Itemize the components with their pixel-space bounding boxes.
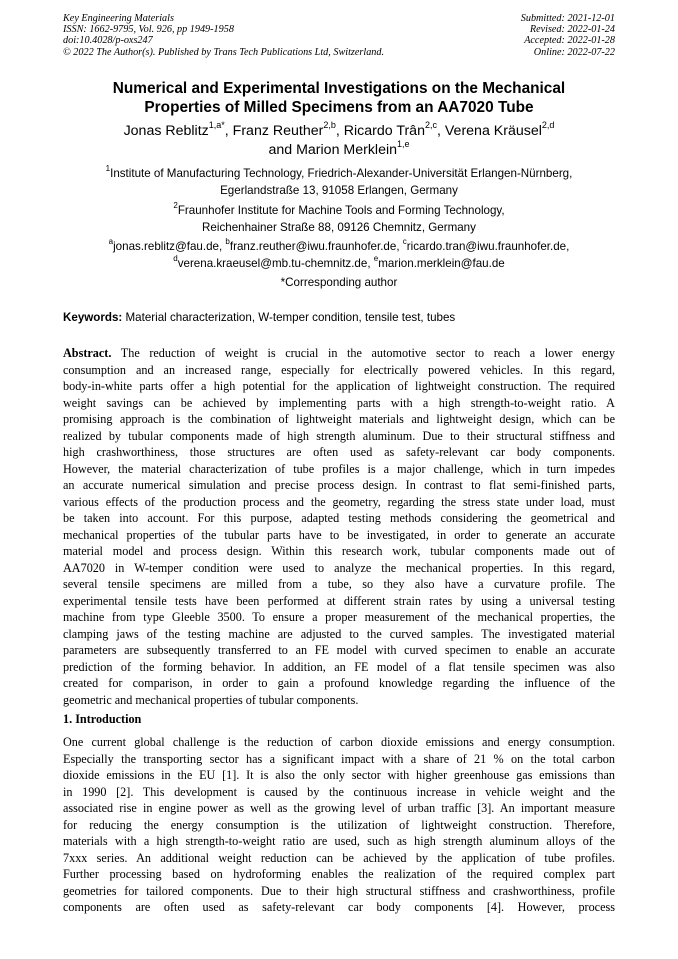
abstract-line: various effects of the production process and the geometry, regarding the stress state under load, must (63, 494, 615, 509)
author-name: Ricardo Trân (343, 123, 425, 139)
abstract-line: body-in-white parts offer a high potential for the application of lightweight construction. The required (63, 379, 615, 393)
email-list (63, 239, 615, 272)
intro-line: One current global challenge is the reduction of carbon dioxide emissions and energy consumption. (63, 735, 615, 749)
affiliation-text: Fraunhofer Institute for Machine Tools and Forming Technology, (177, 204, 505, 217)
affiliation-2-line-2: Reichenhainer Straße 88, 09126 Chemnitz, Germany (202, 220, 476, 234)
paper-title (63, 80, 615, 117)
date-accepted: Accepted: 2022-01-28 (524, 35, 615, 47)
abstract-line: promising approach is the combination of lightweight materials and lightweight design, which can be (63, 412, 615, 426)
abstract-label: Abstract. (63, 346, 112, 360)
abstract-line: mechanical properties of the tubular parts have to be investigated, in order to generate an accurate (63, 527, 615, 542)
affiliation-2-line-1 (63, 203, 615, 220)
date-revised: Revised: 2022-01-24 (529, 24, 615, 36)
author-affil-mark: 2,c (424, 120, 437, 131)
intro-line: 7xxx series. An additional weight reduction can be achieved by the application of tube profiles. (63, 850, 615, 865)
abstract-line: several tensile specimens are milled from a tube, so they also have a curvature profile. The (63, 577, 615, 591)
affiliation-2 (63, 203, 615, 236)
email-mark: d (173, 253, 178, 263)
publication-dates (521, 13, 615, 58)
keywords-text: Material characterization, W-temper condition, tensile test, tubes (125, 311, 456, 324)
abstract-line: machine from type Gleeble 3500. To ensure a proper measurement of the mechanical properties, the (63, 610, 615, 624)
abstract-line: experimental tensile tests have been performed at different strain rates by using a universal testing (63, 593, 615, 608)
abstract-line: material model and process design. Within this research work, tubular components made out of (63, 544, 615, 558)
issn: ISSN: 1662-9795, Vol. 926, pp 1949-1958 (63, 24, 234, 36)
affiliation-1-line-2: Egerlandstraße 13, 91058 Erlangen, Germany (220, 183, 458, 197)
abstract-text: The reduction of weight is crucial in the automotive sector to reach a lower energy (111, 346, 615, 360)
journal-info (63, 13, 384, 58)
author-affil-mark: 1,e (397, 139, 410, 150)
abstract-line: However, the material characterization of tube profiles is a major challenge, which in turn impedes (63, 461, 615, 476)
intro-line: components are often used as safety-relevant car body components [4]. However, process (63, 900, 615, 914)
author-affil-mark: 1,a* (208, 120, 225, 131)
copyright: © 2022 The Author(s). Published by Trans Tech Publications Ltd, Switzerland. (63, 46, 385, 58)
keywords-line (63, 311, 615, 325)
date-online: Online: 2022-07-22 (533, 46, 615, 58)
introduction-paragraph (63, 734, 615, 916)
email-mark: b (225, 237, 230, 247)
title-line-2: Properties of Milled Specimens from an AA7020 Tube (144, 98, 534, 116)
intro-line: in 1990 [2]. This development is caused by the continuous increase in vehicle weight and the (63, 784, 615, 799)
abstract-line: AA7020 in W-temper condition were used to analyze the mechanical properties. In this regard, (63, 560, 615, 575)
author-list (63, 122, 615, 160)
abstract-line: geometric and mechanical properties of tubular components. (63, 692, 359, 707)
date-submitted: Submitted: 2021-12-01 (520, 13, 615, 24)
abstract-line: high crashworthiness, those structures are often used as safety-relevant car body components. (63, 445, 615, 459)
and-text: and (268, 142, 293, 158)
affiliation-1 (63, 166, 615, 199)
intro-line: dioxide emissions in the EU [1]. It is also the only sector with higher greenhouse gas emissions than (63, 768, 615, 782)
section-heading-introduction: 1. Introduction (63, 712, 142, 726)
affil-mark: 1 (105, 164, 111, 174)
author-name: Franz Reuther (232, 123, 324, 139)
email-link[interactable]: verena.kraeusel@mb.tu-chemnitz.de, (177, 256, 371, 270)
corresponding-author-note (63, 275, 615, 292)
email-line-2 (63, 253, 615, 273)
affiliation-text: Institute of Manufacturing Technology, Friedrich-Alexander-Universität Erlangen-Nürnberg, (110, 167, 573, 180)
journal-name: Key Engineering Materials (63, 13, 174, 24)
abstract-line: consumption and an increased range, especially for electrically powered vehicles. In this regard, (63, 362, 615, 377)
intro-line: Especially the transporting sector has a significant impact with a share of 21 % on the total carbon (63, 751, 615, 766)
email-link[interactable]: ricardo.tran@iwu.fraunhofer.de, (406, 240, 570, 253)
abstract-line: weight savings can be achieved by implementing parts with a high strength-to-weight ratio. A (63, 395, 615, 410)
abstract-line: realized by tubular components made of high strength aluminum. Due to their structural stiffness and (63, 428, 615, 443)
intro-line: Further processing based on hydroforming enables the realization of the required complex part (63, 867, 615, 881)
intro-line: associated rise in engine power as well as the growing level of urban traffic [3]. An important measure (63, 801, 615, 815)
affiliation-1-line-1 (63, 166, 615, 183)
abstract-paragraph (63, 345, 615, 708)
title-line-1: Numerical and Experimental Investigations on the Mechanical (112, 80, 566, 97)
corresponding-text: *Corresponding author (280, 276, 398, 289)
email-mark: e (373, 253, 379, 263)
abstract-line: be taken into account. For this purpose, adapted testing methods considering the geometrical and (63, 511, 615, 525)
author-name: Verena Kräusel (444, 123, 542, 139)
intro-line: for reducing the energy consumption is the utilization of lightweight construction. Therefore, (63, 817, 615, 832)
abstract-line: prediction of the forming behavior. In addition, an FE model of a flat tensile specimen was also (63, 659, 615, 674)
email-mark: a (108, 237, 114, 247)
author-affil-mark: 2,d (541, 120, 555, 131)
author-name: Jonas Reblitz (123, 123, 209, 139)
email-link[interactable]: jonas.reblitz@fau.de, (113, 240, 223, 253)
abstract-line: created for comparison, in order to gain a profound knowledge regarding the influence of the (63, 676, 615, 690)
doi: doi:10.4028/p-oxs247 (63, 35, 153, 47)
author-line-2 (63, 141, 615, 160)
affil-mark: 2 (173, 201, 178, 211)
abstract-line: parameters are subsequently transferred to an FE model with curved specimen to enable an accurate (63, 643, 615, 657)
email-mark: c (402, 237, 407, 247)
author-line-1: Jonas Reblitz$^{1,a*}$, Franz Reuther$^{2,b}$, Ricardo Trân$^{2,c}$, Verena Kräusel$^{2,d}$ (123, 120, 555, 139)
email-link[interactable]: marion.merklein@fau.de (378, 256, 505, 270)
intro-line: geometries for tailored components. Due to their high structural stiffness and crashworthiness, profile (63, 883, 615, 898)
intro-line: materials with a high strength-to-weight ratio are used, such as high strength aluminum alloys of the (63, 834, 615, 848)
abstract-line: an accurate numerical simulation and precise process design. In contrast to flat semi-finished parts, (63, 478, 615, 492)
email-line-1 (63, 239, 615, 256)
keywords-label: Keywords: (63, 311, 123, 324)
abstract-line: clamping jaws of the testing machine are adjusted to the curved samples. The investigated material (63, 626, 615, 641)
abstract-line (63, 345, 615, 362)
author-name: Marion Merklein (296, 142, 398, 158)
email-link[interactable]: franz.reuther@iwu.fraunhofer.de, (229, 240, 400, 253)
author-affil-mark: 2,b (323, 120, 336, 131)
